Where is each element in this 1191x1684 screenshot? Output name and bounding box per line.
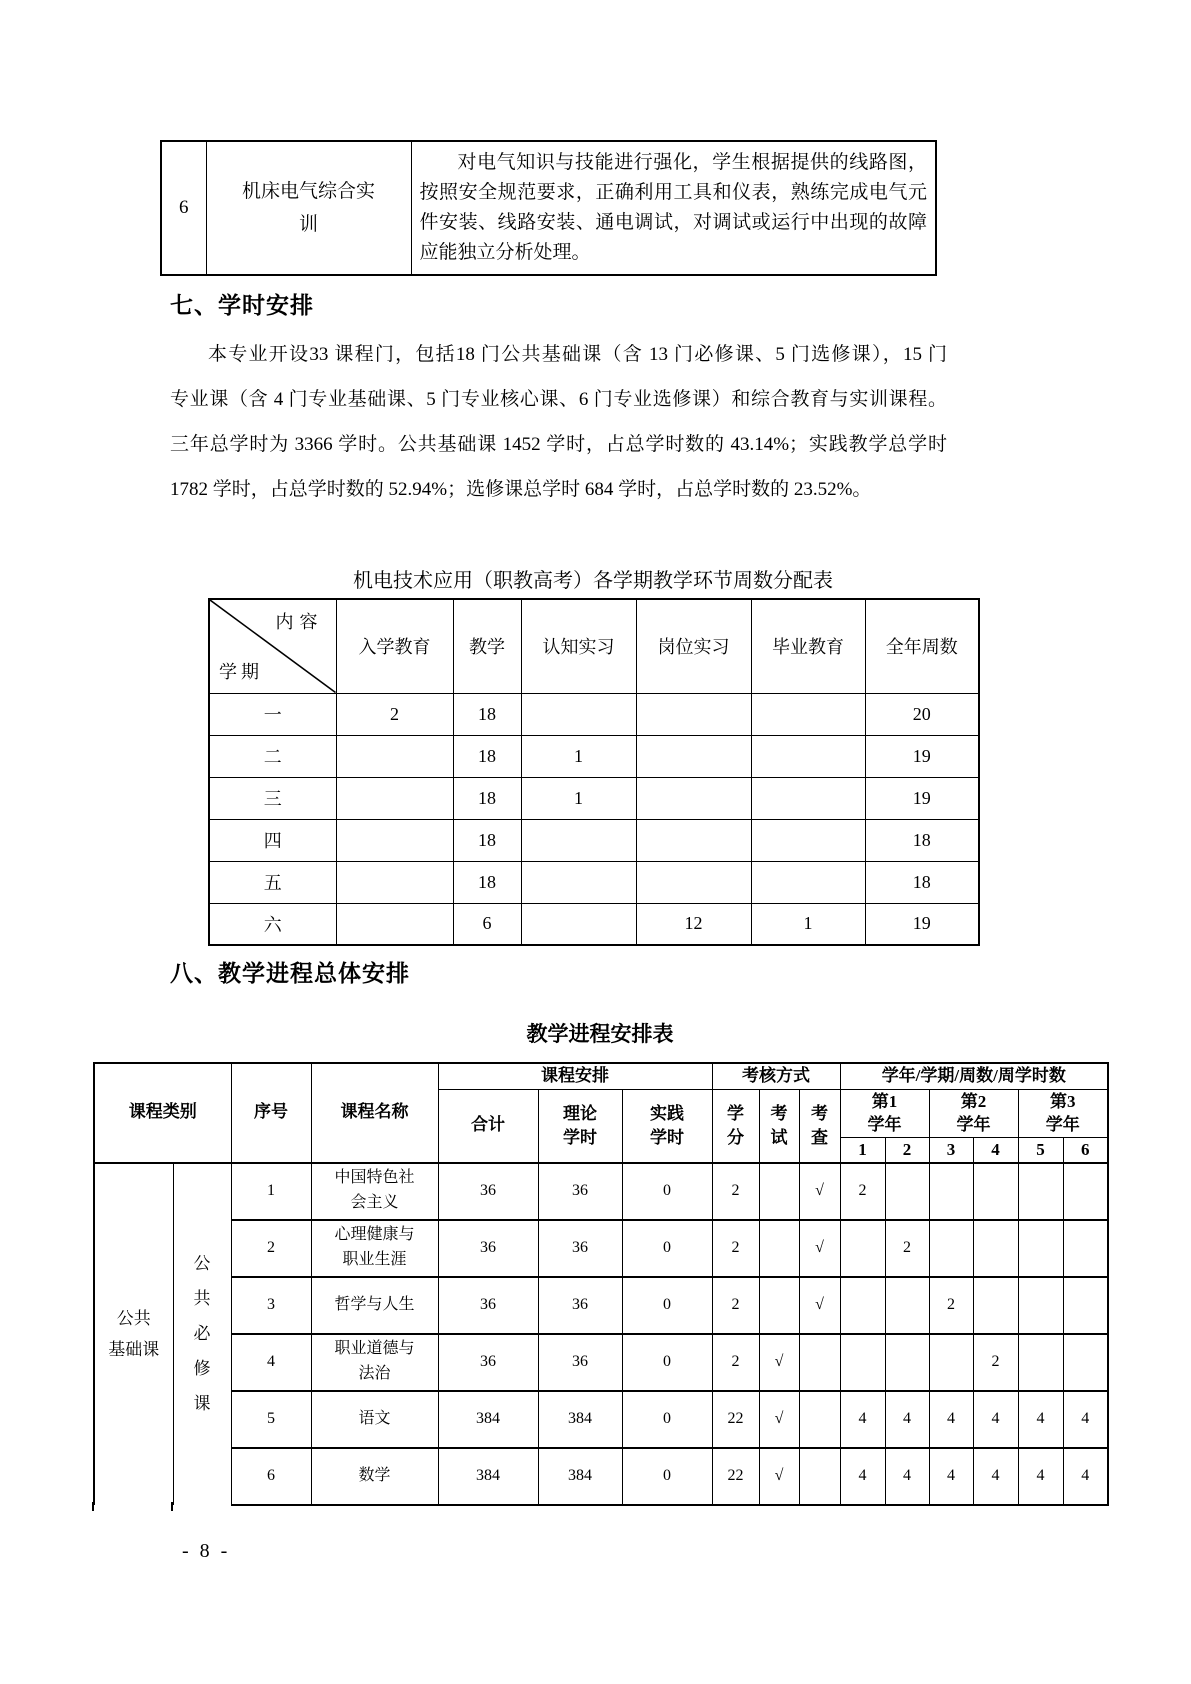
weeks-row xyxy=(209,693,979,735)
check-cell: √ xyxy=(799,1220,840,1277)
check-cell xyxy=(799,1391,840,1448)
sem-cell: 4 xyxy=(1063,1448,1108,1505)
weeks-cell xyxy=(336,861,453,903)
sem-cell xyxy=(929,1163,973,1220)
term-label: 四 xyxy=(209,819,336,861)
sem-cell: 4 xyxy=(929,1448,973,1505)
header-year1: 第1学年 xyxy=(840,1089,929,1138)
course-name-cell: 中国特色社会主义 xyxy=(311,1163,438,1220)
sem-cell xyxy=(1018,1163,1063,1220)
course-name-cell: 数学 xyxy=(311,1448,438,1505)
exam-cell: √ xyxy=(759,1334,799,1391)
header-credits: 学分 xyxy=(712,1089,759,1163)
exam-cell: √ xyxy=(759,1448,799,1505)
course-name-cell: 哲学与人生 xyxy=(311,1277,438,1334)
sem-cell xyxy=(1018,1334,1063,1391)
weeks-cell: 1 xyxy=(521,735,636,777)
header-theory-hours: 理论学时 xyxy=(538,1089,622,1163)
sem-cell xyxy=(973,1163,1018,1220)
course-desc-cell xyxy=(411,141,936,275)
theory-hours-cell: 384 xyxy=(538,1448,622,1505)
section7-heading: 七、学时安排 xyxy=(170,292,314,318)
sem-cell xyxy=(840,1334,885,1391)
weeks-cell xyxy=(636,735,751,777)
seq-cell: 1 xyxy=(231,1163,311,1220)
sem-cell: 4 xyxy=(973,1391,1018,1448)
weeks-cell xyxy=(751,861,865,903)
sem-cell xyxy=(885,1277,929,1334)
sem-cell: 4 xyxy=(840,1448,885,1505)
weeks-row xyxy=(209,735,979,777)
term-label: 二 xyxy=(209,735,336,777)
practice-hours-cell: 0 xyxy=(622,1163,712,1220)
weeks-cell: 18 xyxy=(865,819,979,861)
header-practice-hours: 实践学时 xyxy=(622,1089,712,1163)
schedule-row xyxy=(94,1448,1108,1505)
theory-hours-cell: 36 xyxy=(538,1277,622,1334)
weeks-row xyxy=(209,819,979,861)
header-category: 课程类别 xyxy=(94,1063,231,1163)
weeks-cell xyxy=(636,861,751,903)
sem-cell: 4 xyxy=(973,1448,1018,1505)
column-header: 毕业教育 xyxy=(751,599,865,693)
weeks-cell: 18 xyxy=(453,693,521,735)
column-header: 岗位实习 xyxy=(636,599,751,693)
schedule-table-title: 教学进程安排表 xyxy=(526,1022,674,1046)
column-header: 全年周数 xyxy=(865,599,979,693)
seq-cell: 5 xyxy=(231,1391,311,1448)
credits-cell: 2 xyxy=(712,1277,759,1334)
header-semester: 3 xyxy=(929,1138,973,1163)
paragraph-line: 本专业开设33 课程门，包括18 门公共基础课（含 13 门必修课、5 门选修课），15 门 xyxy=(208,344,947,365)
diagonal-corner-cell xyxy=(209,599,336,693)
term-label: 六 xyxy=(209,903,336,945)
practice-hours-cell: 0 xyxy=(622,1277,712,1334)
sem-cell xyxy=(1063,1334,1108,1391)
header-year-group: 学年/学期/周数/周学时数 xyxy=(840,1063,1108,1089)
weeks-cell: 18 xyxy=(865,861,979,903)
course-name-cell: 语文 xyxy=(311,1391,438,1448)
exam-cell xyxy=(759,1277,799,1334)
weeks-cell xyxy=(751,735,865,777)
weeks-cell xyxy=(521,693,636,735)
sem-cell: 2 xyxy=(929,1277,973,1334)
sem-cell xyxy=(929,1220,973,1277)
practice-hours-cell: 0 xyxy=(622,1220,712,1277)
sem-cell xyxy=(840,1220,885,1277)
schedule-row xyxy=(94,1391,1108,1448)
page-number: - 8 - xyxy=(182,1540,231,1562)
credits-cell: 2 xyxy=(712,1334,759,1391)
sem-cell: 2 xyxy=(840,1163,885,1220)
weeks-cell: 2 xyxy=(336,693,453,735)
header-total: 合计 xyxy=(438,1089,538,1163)
weeks-cell: 20 xyxy=(865,693,979,735)
weeks-cell: 19 xyxy=(865,777,979,819)
weeks-cell xyxy=(636,777,751,819)
weeks-cell: 1 xyxy=(751,903,865,945)
exam-cell: √ xyxy=(759,1391,799,1448)
total-hours-cell: 36 xyxy=(438,1163,538,1220)
check-cell: √ xyxy=(799,1163,840,1220)
weeks-cell xyxy=(521,861,636,903)
schedule-row xyxy=(94,1163,1108,1220)
theory-hours-cell: 384 xyxy=(538,1391,622,1448)
weeks-cell xyxy=(336,819,453,861)
sem-cell xyxy=(1018,1220,1063,1277)
table-row xyxy=(161,141,936,275)
table-border-extension xyxy=(171,1502,173,1511)
course-name-cell: 职业道德与法治 xyxy=(311,1334,438,1391)
sem-cell xyxy=(840,1277,885,1334)
column-header: 认知实习 xyxy=(521,599,636,693)
weeks-cell xyxy=(336,777,453,819)
sem-cell xyxy=(1063,1163,1108,1220)
weeks-cell xyxy=(636,819,751,861)
weeks-cell: 6 xyxy=(453,903,521,945)
sem-cell: 2 xyxy=(885,1220,929,1277)
section8-heading: 八、教学进程总体安排 xyxy=(170,960,410,986)
header-check: 考查 xyxy=(799,1089,840,1163)
sem-cell: 4 xyxy=(1063,1391,1108,1448)
column-header: 入学教育 xyxy=(336,599,453,693)
header-semester: 5 xyxy=(1018,1138,1063,1163)
header-seq: 序号 xyxy=(231,1063,311,1163)
category-public-required: 公共必修课 xyxy=(173,1163,231,1505)
course-desc-text: 对电气知识与技能进行强化，学生根据提供的线路图，按照安全规范要求，正确利用工具和仪表，熟练完成电气元件安装、线路安装、通电调试，对调试或运行中出现的故障应能独立分析处理。 xyxy=(419,152,927,263)
sem-cell: 4 xyxy=(1018,1448,1063,1505)
practice-hours-cell: 0 xyxy=(622,1334,712,1391)
course-name-cell: 心理健康与职业生涯 xyxy=(311,1220,438,1277)
sem-cell: 4 xyxy=(840,1391,885,1448)
theory-hours-cell: 36 xyxy=(538,1220,622,1277)
credits-cell: 22 xyxy=(712,1391,759,1448)
corner-label-content: 内容 xyxy=(275,612,324,632)
sem-cell xyxy=(1063,1277,1108,1334)
paragraph-line: 三年总学时为 3366 学时。公共基础课 1452 学时，占总学时数的 43.14%；实践教学总学时 xyxy=(170,434,947,455)
credits-cell: 2 xyxy=(712,1163,759,1220)
header-semester: 4 xyxy=(973,1138,1018,1163)
sem-cell: 4 xyxy=(929,1391,973,1448)
weeks-cell xyxy=(336,735,453,777)
paragraph-line: 专业课（含 4 门专业基础课、5 门专业核心课、6 门专业选修课）和综合教育与实训课程。 xyxy=(170,389,947,410)
seq-cell: 6 xyxy=(231,1448,311,1505)
sem-cell xyxy=(929,1334,973,1391)
check-cell: √ xyxy=(799,1277,840,1334)
check-cell xyxy=(799,1334,840,1391)
weeks-cell: 18 xyxy=(453,735,521,777)
sem-cell: 4 xyxy=(1018,1391,1063,1448)
seq-cell: 2 xyxy=(231,1220,311,1277)
total-hours-cell: 36 xyxy=(438,1220,538,1277)
exam-cell xyxy=(759,1220,799,1277)
weeks-cell xyxy=(521,819,636,861)
course-number-cell: 6 xyxy=(161,141,206,275)
course-training-table xyxy=(160,140,937,276)
schedule-header-row1 xyxy=(94,1063,1108,1089)
weeks-cell xyxy=(336,903,453,945)
weeks-cell xyxy=(636,693,751,735)
sem-cell xyxy=(885,1334,929,1391)
category-public-basic: 公共 基础课 xyxy=(94,1163,173,1505)
weeks-header-row xyxy=(209,599,979,693)
sem-cell: 4 xyxy=(885,1391,929,1448)
weeks-cell: 18 xyxy=(453,819,521,861)
exam-cell xyxy=(759,1163,799,1220)
teaching-schedule-table xyxy=(93,1062,1109,1506)
weeks-cell xyxy=(751,777,865,819)
total-hours-cell: 36 xyxy=(438,1277,538,1334)
total-hours-cell: 36 xyxy=(438,1334,538,1391)
sem-cell xyxy=(973,1277,1018,1334)
credits-cell: 2 xyxy=(712,1220,759,1277)
weeks-row xyxy=(209,777,979,819)
header-assessment-group: 考核方式 xyxy=(712,1063,840,1089)
weeks-cell: 19 xyxy=(865,903,979,945)
credits-cell: 22 xyxy=(712,1448,759,1505)
weeks-cell: 18 xyxy=(453,861,521,903)
header-year2: 第2学年 xyxy=(929,1089,1018,1138)
sem-cell xyxy=(973,1220,1018,1277)
total-hours-cell: 384 xyxy=(438,1448,538,1505)
seq-cell: 4 xyxy=(231,1334,311,1391)
header-arrangement-group: 课程安排 xyxy=(438,1063,712,1089)
seq-cell: 3 xyxy=(231,1277,311,1334)
weeks-row xyxy=(209,861,979,903)
schedule-row xyxy=(94,1220,1108,1277)
practice-hours-cell: 0 xyxy=(622,1391,712,1448)
schedule-row xyxy=(94,1334,1108,1391)
course-name-cell: 机床电气综合实训 xyxy=(206,141,411,275)
header-exam: 考试 xyxy=(759,1089,799,1163)
header-year3: 第3学年 xyxy=(1018,1089,1108,1138)
total-hours-cell: 384 xyxy=(438,1391,538,1448)
header-semester: 2 xyxy=(885,1138,929,1163)
weeks-table-title: 机电技术应用（职教高考）各学期教学环节周数分配表 xyxy=(353,570,833,592)
weeks-cell: 1 xyxy=(521,777,636,819)
sem-cell xyxy=(1063,1220,1108,1277)
header-semester: 1 xyxy=(840,1138,885,1163)
header-course-name: 课程名称 xyxy=(311,1063,438,1163)
theory-hours-cell: 36 xyxy=(538,1163,622,1220)
weeks-cell: 19 xyxy=(865,735,979,777)
weeks-cell: 18 xyxy=(453,777,521,819)
table-border-extension xyxy=(92,1502,94,1511)
corner-label-term: 学期 xyxy=(219,661,263,682)
weeks-cell xyxy=(751,819,865,861)
paragraph-line: 1782 学时，占总学时数的 52.94%；选修课总学时 684 学时，占总学时数的 23.52%。 xyxy=(170,479,872,500)
sem-cell xyxy=(885,1163,929,1220)
weeks-cell xyxy=(521,903,636,945)
term-label: 五 xyxy=(209,861,336,903)
weeks-distribution-table xyxy=(208,598,980,946)
weeks-cell: 12 xyxy=(636,903,751,945)
theory-hours-cell: 36 xyxy=(538,1334,622,1391)
term-label: 三 xyxy=(209,777,336,819)
schedule-row xyxy=(94,1277,1108,1334)
weeks-cell xyxy=(751,693,865,735)
section7-paragraph xyxy=(170,332,947,512)
sem-cell: 2 xyxy=(973,1334,1018,1391)
term-label: 一 xyxy=(209,693,336,735)
column-header: 教学 xyxy=(453,599,521,693)
weeks-row xyxy=(209,903,979,945)
practice-hours-cell: 0 xyxy=(622,1448,712,1505)
header-semester: 6 xyxy=(1063,1138,1108,1163)
sem-cell xyxy=(1018,1277,1063,1334)
check-cell xyxy=(799,1448,840,1505)
sem-cell: 4 xyxy=(885,1448,929,1505)
